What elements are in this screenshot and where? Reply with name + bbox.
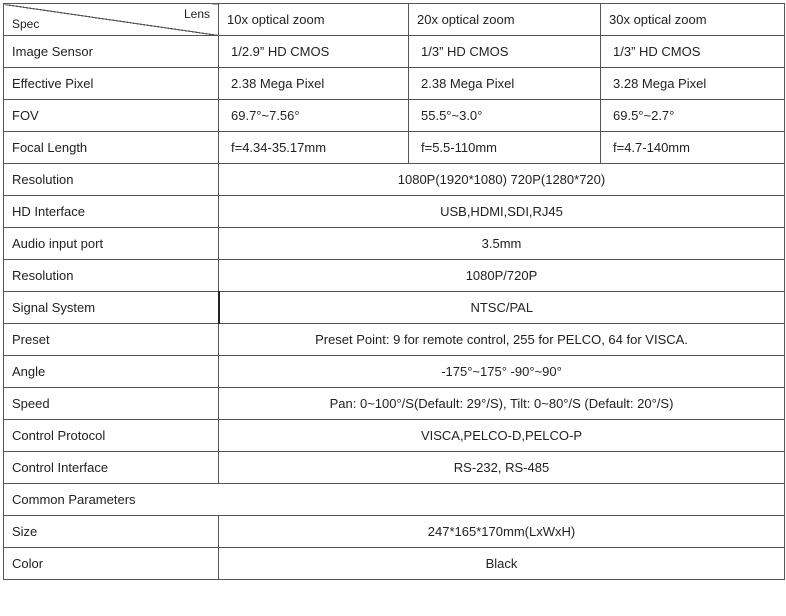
table-row-preset [4,324,785,356]
table-row-image-sensor [4,36,785,68]
column-header-20x: 20x optical zoom [409,4,601,36]
row-label: HD Interface [4,196,219,228]
cell-value: 2.38 Mega Pixel [409,68,601,100]
cell-value: Black [219,548,785,580]
cell-value: 69.5°~2.7° [601,100,785,132]
cell-value: -175°~175° -90°~90° [219,356,785,388]
table-row-focal-length [4,132,785,164]
row-label: Image Sensor [4,36,219,68]
lens-header-label: Lens [183,7,210,21]
row-label: Preset [4,324,219,356]
row-label: Signal System [4,292,219,324]
header-row [4,4,785,36]
cell-value: f=4.34-35.17mm [219,132,409,164]
row-label: Size [4,516,219,548]
row-label: FOV [4,100,219,132]
cell-value: Pan: 0~100°/S(Default: 29°/S), Tilt: 0~80°/S (Default: 20°/S) [219,388,785,420]
cell-value: 1080P/720P [219,260,785,292]
cell-value: 1/3” HD CMOS [601,36,785,68]
cell-value: 1/2.9” HD CMOS [219,36,409,68]
cell-value: 1/3” HD CMOS [409,36,601,68]
table-row-hd-interface [4,196,785,228]
table-row-angle [4,356,785,388]
cell-value: f=5.5-110mm [409,132,601,164]
cell-value: 55.5°~3.0° [409,100,601,132]
cell-value: f=4.7-140mm [601,132,785,164]
section-heading: Common Parameters [4,484,785,516]
row-label: Speed [4,388,219,420]
cell-value: Preset Point: 9 for remote control, 255 for PELCO, 64 for VISCA. [219,324,785,356]
row-label: Resolution [4,260,219,292]
cell-value: RS-232, RS-485 [219,452,785,484]
row-label: Control Protocol [4,420,219,452]
table-row-resolution [4,164,785,196]
table-row-control-protocol [4,420,785,452]
table-row-speed [4,388,785,420]
cell-value: NTSC/PAL [219,292,785,324]
cell-value: 2.38 Mega Pixel [219,68,409,100]
row-label: Effective Pixel [4,68,219,100]
table-row-control-interface [4,452,785,484]
column-header-10x: 10x optical zoom [219,4,409,36]
spec-lens-header-cell [4,4,219,36]
table-row-resolution-2 [4,260,785,292]
cell-value: VISCA,PELCO-D,PELCO-P [219,420,785,452]
table-row-audio-input-port [4,228,785,260]
row-label: Resolution [4,164,219,196]
spec-sheet [3,3,784,614]
cell-value: USB,HDMI,SDI,RJ45 [219,196,785,228]
table-row-size [4,516,785,548]
table-row-color [4,548,785,580]
spec-table [3,3,785,580]
row-label: Control Interface [4,452,219,484]
table-row-signal-system [4,292,785,324]
cell-value: 69.7°~7.56° [219,100,409,132]
column-header-30x: 30x optical zoom [601,4,785,36]
row-label: Angle [4,356,219,388]
table-row-effective-pixel [4,68,785,100]
row-label: Color [4,548,219,580]
row-label: Audio input port [4,228,219,260]
table-row-fov [4,100,785,132]
cell-value: 247*165*170mm(LxWxH) [219,516,785,548]
cell-value: 3.28 Mega Pixel [601,68,785,100]
cell-value: 1080P(1920*1080) 720P(1280*720) [219,164,785,196]
row-label: Focal Length [4,132,219,164]
spec-header-label: Spec [12,17,40,31]
cell-value: 3.5mm [219,228,785,260]
table-row-section-common [4,484,785,516]
